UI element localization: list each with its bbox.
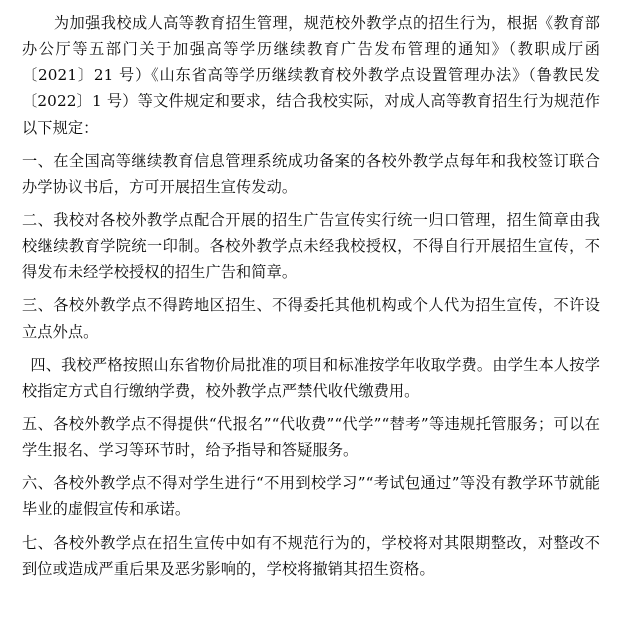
document-body — [22, 10, 600, 582]
paragraph-item-1: 一、在全国高等继续教育信息管理系统成功备案的各校外教学点每年和我校签订联合办学协议书后，方可开展招生宣传发动。 — [22, 151, 600, 196]
paragraph-item-7: 七、各校外教学点在招生宣传中如有不规范行为的，学校将对其限期整改，对整改不到位或造成严重后果及恶劣影响的，学校将撤销其招生资格。 — [22, 533, 600, 578]
paragraph-item-3: 三、各校外教学点不得跨地区招生、不得委托其他机构或个人代为招生宣传，不许设立点外点。 — [22, 296, 600, 341]
paragraph-intro: 为加强我校成人高等教育招生管理，规范校外教学点的招生行为，根据《教育部办公厅等五部门关于加强高等学历继续教育广告发布管理的通知》（教职成厅函〔2021〕21 号）《山东省高等学历继续教育校外教学点设置管理办法》（鲁教民发〔2022〕1 号）等文件规定和要求，结合我校实际，对成人高等教育招生行为规范作以下规定： — [22, 14, 600, 137]
paragraph-item-5: 五、各校外教学点不得提供“代报名”“代收费”“代学”“替考”等违规托管服务；可以在学生报名、学习等环节时，给予指导和答疑服务。 — [22, 414, 600, 460]
paragraph-item-6: 六、各校外教学点不得对学生进行“不用到校学习”“考试包通过”等没有教学环节就能毕业的虚假宣传和承诺。 — [22, 474, 600, 519]
paragraph-item-4: 四、我校严格按照山东省物价局批准的项目和标准按学年收取学费。由学生本人按学校指定方式自行缴纳学费，校外教学点严禁代收代缴费用。 — [22, 355, 600, 400]
paragraph-item-2: 二、我校对各校外教学点配合开展的招生广告宣传实行统一归口管理，招生简章由我校继续教育学院统一印制。各校外教学点未经我校授权，不得自行开展招生宣传，不得发布未经学校授权的招生广告和简章。 — [22, 210, 600, 282]
